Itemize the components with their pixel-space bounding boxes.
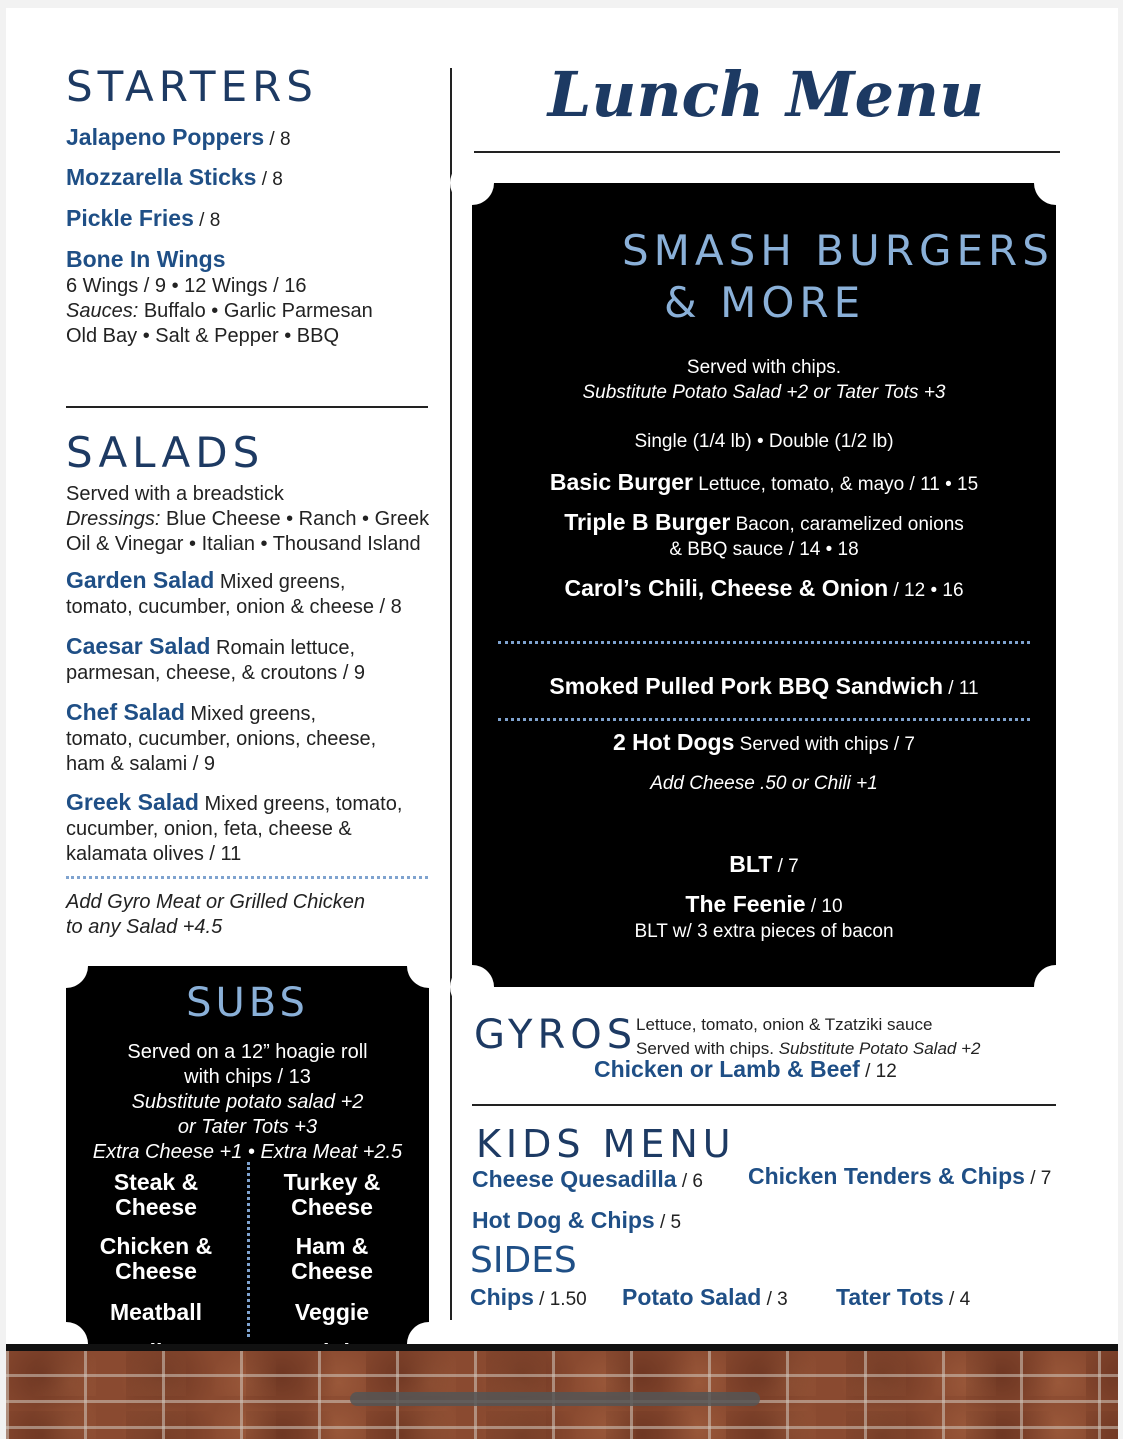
sides-heading: SIDES (470, 1240, 577, 1281)
burger-name: Basic Burger (549, 469, 694, 495)
salad-desc: tomato, cucumber, onion & cheese / 8 (66, 596, 402, 618)
burger-desc: Lettuce, tomato, & mayo / 11 • 15 (693, 474, 979, 495)
subs-divider (247, 1162, 250, 1337)
divider (472, 1104, 1056, 1106)
gyros-desc2-italic: Substitute Potato Salad +2 (778, 1039, 981, 1058)
subs-line3: Substitute potato salad +2 (131, 1091, 364, 1113)
starter-name: Jalapeno Poppers (66, 124, 265, 150)
burgers-served: Served with chips. (686, 357, 842, 378)
dressings-line2: Oil & Vinegar • Italian • Thousand Island (66, 533, 421, 555)
salad-desc: Mixed greens, tomato, (198, 793, 403, 815)
salads-served: Served with a breadstick (66, 483, 284, 505)
feenie-name: The Feenie (685, 891, 806, 917)
salad-name: Chef Salad (66, 699, 185, 725)
kids-item-name: Chicken Tenders & Chips (748, 1163, 1025, 1189)
sauces-line2: Old Bay • Salt & Pepper • BBQ (66, 325, 340, 347)
pork-name: Smoked Pulled Pork BBQ Sandwich (549, 673, 944, 699)
gyros-item-name: Chicken or Lamb & Beef (594, 1056, 860, 1082)
kids-item-name: Hot Dog & Chips (472, 1207, 655, 1233)
sub-item: Steak & Cheese (113, 1169, 199, 1220)
gyros-item (594, 1056, 897, 1083)
title-rule (474, 151, 1060, 153)
burger-item (472, 469, 1056, 496)
salad-desc: cucumber, onion, feta, cheese & (66, 818, 352, 840)
subs-line2: with chips / 13 (184, 1066, 311, 1088)
salads-heading: SALADS (66, 428, 265, 477)
hotdog-name: 2 Hot Dogs (613, 729, 735, 755)
burger-name: Triple B Burger (564, 509, 731, 535)
addon-line1: Add Gyro Meat or Grilled Chicken (66, 891, 366, 913)
panel-notch (450, 965, 494, 1009)
salads-dressings (66, 507, 429, 532)
burger-item (472, 851, 1056, 878)
side-item (622, 1284, 788, 1311)
side-item (836, 1284, 970, 1311)
dotted-divider (498, 641, 1030, 644)
burgers-heading-line2: & MORE (664, 278, 866, 327)
side-name: Chips (470, 1284, 534, 1310)
addon-line2: to any Salad +4.5 (66, 916, 223, 938)
blt-price: / 7 (772, 856, 799, 877)
gyros-desc2: Served with chips. (636, 1039, 779, 1058)
dressings-line1: Blue Cheese • Ranch • Greek (160, 508, 430, 530)
feenie-desc: BLT w/ 3 extra pieces of bacon (634, 921, 894, 942)
dotted-divider (66, 876, 428, 879)
subs-heading: SUBS (186, 980, 309, 1026)
sauces-label: Sauces: (66, 300, 139, 322)
salad-desc: ham & salami / 9 (66, 753, 215, 775)
dressings-label: Dressings: (66, 508, 161, 530)
divider (66, 406, 428, 408)
pork-price: / 11 (943, 678, 979, 699)
panel-notch (1034, 965, 1078, 1009)
blt-name: BLT (729, 851, 773, 877)
sauces-line1: Buffalo • Garlic Parmesan (138, 300, 373, 322)
menu-page (6, 8, 1118, 1439)
sub-item: Meatball (109, 1299, 203, 1325)
burgers-heading (622, 225, 1054, 329)
kids-heading: KIDS MENU (476, 1122, 736, 1166)
side-name: Tater Tots (836, 1284, 944, 1310)
burgers-heading-line1: SMASH BURGERS (622, 226, 1054, 275)
hotdog-addon (472, 773, 1056, 795)
salad-item (66, 568, 402, 620)
burgers-substitute (472, 382, 1056, 404)
side-price: / 4 (943, 1289, 971, 1310)
gyros-item-price: / 12 (859, 1061, 897, 1082)
burger-desc: & BBQ sauce / 14 • 18 (669, 539, 859, 560)
starter-item (66, 164, 283, 191)
burger-name: Carol’s Chili, Cheese & Onion (564, 575, 889, 601)
starter-item (66, 205, 220, 232)
sub-item: Turkey & Cheese (283, 1169, 381, 1220)
burger-price: / 12 • 16 (888, 580, 964, 601)
burger-item (472, 673, 1056, 700)
starter-price: / 8 (193, 210, 221, 231)
gyros-desc1: Lettuce, tomato, onion & Tzatziki sauce (636, 1015, 933, 1034)
burgers-sizes: Single (1/4 lb) • Double (1/2 lb) (634, 431, 894, 452)
kids-item (748, 1163, 1051, 1190)
burger-item (472, 891, 1056, 918)
hotdog-desc: Served with chips / 7 (734, 734, 915, 755)
wings-name (66, 246, 226, 273)
side-price: / 3 (761, 1289, 788, 1310)
gyros-heading: GYROS (474, 1012, 638, 1058)
burgers-substitute-text: Substitute Potato Salad +2 or Tater Tots +3 (582, 382, 946, 403)
subs-info (66, 1040, 429, 1165)
salad-desc: parmesan, cheese, & croutons / 9 (66, 662, 366, 684)
starter-item (66, 124, 291, 151)
burger-item (472, 575, 1056, 602)
salad-name: Caesar Salad (66, 633, 211, 659)
kids-item-name: Cheese Quesadilla (472, 1166, 677, 1192)
salad-desc: tomato, cucumber, onions, cheese, (66, 728, 377, 750)
sub-item: Veggie (294, 1299, 370, 1325)
burgers-panel (472, 183, 1056, 987)
starter-price: / 8 (264, 129, 291, 150)
salad-addon (66, 890, 365, 940)
salad-desc: Mixed greens, (214, 571, 346, 593)
salad-desc: Romain lettuce, (210, 637, 355, 659)
kids-item (472, 1166, 703, 1193)
salad-desc: kalamata olives / 11 (66, 843, 242, 865)
sub-item: Ham & Cheese (291, 1233, 373, 1284)
wings-sizes: 6 Wings / 9 • 12 Wings / 16 (66, 275, 307, 297)
side-item (470, 1284, 587, 1311)
kids-item-price: / 7 (1024, 1168, 1052, 1189)
side-price: / 1.50 (533, 1289, 587, 1310)
panel-notch (450, 161, 494, 205)
side-name: Potato Salad (622, 1284, 762, 1310)
horizontal-scrollbar[interactable] (350, 1392, 760, 1406)
kids-item (472, 1207, 681, 1234)
feenie-price: / 10 (805, 896, 843, 917)
sub-item: Chicken & Cheese (99, 1233, 213, 1284)
kids-item-price: / 5 (654, 1212, 682, 1233)
column-divider (450, 68, 452, 1320)
menu-title: Lunch Menu (547, 58, 985, 131)
salad-name: Garden Salad (66, 567, 215, 593)
subs-line5: Extra Cheese +1 • Extra Meat +2.5 (92, 1141, 403, 1163)
wings-sauces (66, 299, 373, 324)
salad-desc: Mixed greens, (184, 703, 317, 725)
salad-item (66, 700, 376, 777)
kids-item-price: / 6 (676, 1171, 703, 1192)
panel-notch (1034, 161, 1078, 205)
gyros-desc (636, 1013, 980, 1061)
salad-name: Greek Salad (66, 789, 199, 815)
salad-item (66, 790, 402, 867)
burger-item (472, 510, 1056, 562)
wings-label: Bone In Wings (66, 246, 226, 272)
dotted-divider (498, 718, 1030, 721)
starter-name: Mozzarella Sticks (66, 164, 257, 190)
burger-item (472, 729, 1056, 756)
subs-line4: or Tater Tots +3 (177, 1116, 318, 1138)
starter-price: / 8 (256, 169, 283, 190)
burger-desc: Bacon, caramelized onions (730, 514, 964, 535)
subs-panel (66, 966, 429, 1344)
subs-line1: Served on a 12” hoagie roll (127, 1041, 368, 1063)
starter-name: Pickle Fries (66, 205, 194, 231)
starters-heading: STARTERS (66, 62, 318, 111)
salad-item (66, 634, 365, 686)
hotdog-add: Add Cheese .50 or Chili +1 (650, 773, 878, 794)
